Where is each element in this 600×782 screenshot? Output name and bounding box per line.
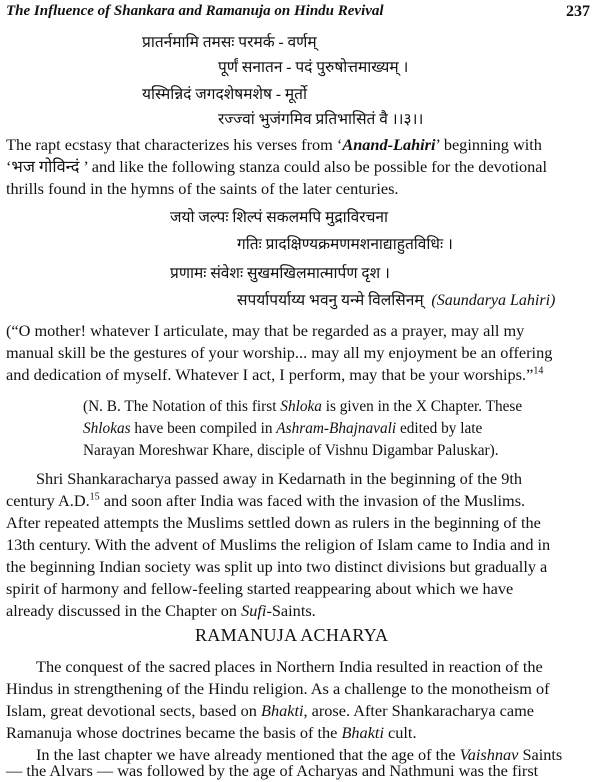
translation-line-1: (“O mother! whatever I articulate, may that be regarded as a prayer, may all my (6, 321, 525, 340)
para3-line-3: Islam, great devotional sects, based on Bhakti, arose. After Shankaracharya came (6, 701, 535, 720)
para2-line-4: 13th century. With the advent of Muslims the religion of Islam came to India and in (6, 535, 551, 554)
verse2-line-4: सपर्यापर्याय्य भवनु यन्मे विलसिनम् (Saundarya Lahiri) (237, 292, 556, 309)
para1-line-2: ‘भज गोविन्दं ’ and like the following stanza could also be possible for the devotional (6, 157, 548, 176)
note-line-3: Narayan Moreshwar Khare, disciple of Vishnu Digambar Paluskar). (83, 442, 499, 459)
para4-line-1: In the last chapter we have already mentioned that the age of the Vaishnav Saints (36, 745, 563, 764)
para1-line-1: The rapt ecstasy that characterizes his verses from ‘Anand-Lahiri’ beginning with (6, 135, 542, 154)
para3-line-4: Ramanuja whose doctrines became the basis of the Bhakti cult. (6, 723, 417, 742)
para2-line-6: spirit of harmony and fellow-feeling started reappearing about which we have (6, 579, 514, 598)
para1-line-3: thrills found in the hymns of the saints of the later centuries. (6, 179, 399, 198)
para2-line-1: Shri Shankaracharya passed away in Kedarnath in the beginning of the 9th (36, 469, 523, 488)
verse2-line-3: प्रणामः संवेशः सुखमखिलमात्मार्पण दृश । (170, 265, 390, 282)
note-line-1: (N. B. The Notation of this first Shloka is given in the X Chapter. These (83, 398, 523, 415)
verse1-line-3: यस्मिन्निदं जगदशेषमशेष - मूर्तो (142, 86, 308, 103)
para4-line-2: — the Alvars — was followed by the age of Acharyas and Nathmuni was the first (6, 761, 539, 780)
translation-line-3: and dedication of myself. Whatever I act, I perform, may that be your worships.”$^{14}$ (6, 365, 544, 384)
para2-line-2: century A.D.$^{15}$ and soon after India was faced with the invasion of the Muslims. (6, 491, 526, 510)
verse1-line-2: पूर्णं सनातन - पदं पुरुषोत्तमाख्यम् । (218, 59, 409, 76)
para2-line-5: the beginning Indian society was split up into two distinct divisions but gradually a (6, 557, 548, 576)
running-title: The Influence of Shankara and Ramanuja on Hindu Revival (6, 3, 384, 19)
note-line-2: Shlokas have been compiled in Ashram-Bhajnavali edited by late (83, 420, 483, 437)
verse1-line-1: प्रातर्नमामि तमसः परमर्क - वर्णम् (142, 34, 317, 51)
verse2-line-1: जयो जल्पः शिल्पं सकलमपि मुद्राविरचना (170, 209, 389, 226)
para3-line-2: Hindus in strengthening of the Hindu religion. As a challenge to the monotheism of (6, 679, 550, 698)
page-number: 237 (566, 3, 590, 20)
translation-line-2: manual skill be the gestures of your worship... may all my enjoyment be an offering (6, 343, 553, 362)
para2-line-3: After repeated attempts the Muslims settled down as rulers in the beginning of the (6, 513, 541, 532)
footnote-ref-15: 15 (89, 491, 100, 503)
section-heading: RAMANUJA ACHARYA (195, 625, 389, 645)
footnote-ref-14: 14 (533, 365, 544, 377)
para3-line-1: The conquest of the sacred places in Northern India resulted in reaction of the (36, 657, 543, 676)
verse2-source: (Saundarya Lahiri) (431, 292, 556, 309)
page-header (6, 3, 590, 25)
verse2-line-2: गतिः प्रादक्षिण्यक्रमणमशनाद्याहुतविधिः । (237, 236, 453, 253)
verse1-line-4: रज्ज्वां भुजंगमिव प्रतिभासितं वै ।।३।। (218, 111, 424, 128)
para2-line-7: already discussed in the Chapter on Sufi-Saints. (6, 601, 316, 620)
